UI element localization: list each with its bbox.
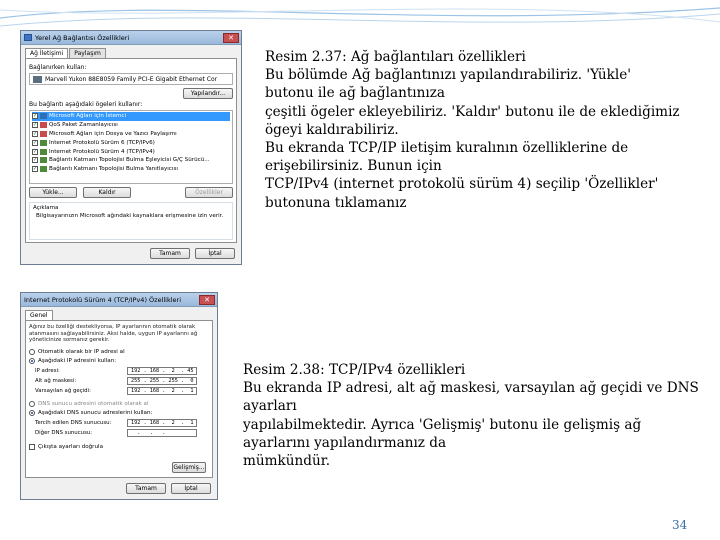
list-item[interactable] — [32, 138, 230, 147]
protocol-icon — [40, 157, 47, 163]
alternate-dns-field[interactable]: . . . — [127, 429, 197, 437]
network-icon — [24, 34, 32, 41]
connect-using-label: Bağlanırken kullan: — [29, 64, 87, 71]
checkbox[interactable]: ✓ — [33, 166, 38, 173]
checkbox[interactable]: ✓ — [33, 122, 38, 129]
protocol-icon — [40, 149, 47, 155]
list-item[interactable] — [32, 156, 230, 165]
protocol-icon — [40, 140, 47, 146]
uninstall-button[interactable]: Kaldır — [83, 187, 131, 198]
text-line: Bu ekranda IP adresi, alt ağ maskesi, varsayılan ağ geçidi ve DNS — [243, 380, 699, 397]
radio-label: Aşağıdaki DNS sunucu adreslerini kullan: — [38, 410, 153, 417]
description-text: Bilgisayarınızın Microsoft ağındaki kaynaklara erişmesine izin verir. — [36, 213, 224, 219]
text-line: ayarları — [243, 398, 297, 415]
intro-text: Ağınız bu özelliği destekliyorsa, IP ayarlarının otomatik olarak atanmasını sağlayabilirsiniz. Aksi halde, uygun IP ayarlarını ağ yöneticinize sormanız gerekir. — [29, 324, 198, 344]
checkbox[interactable]: ✓ — [33, 113, 38, 120]
close-button[interactable]: ✕ — [223, 33, 239, 43]
text-line: ayarlarını yapılandırmanız da — [243, 434, 447, 451]
protocol-icon — [40, 166, 47, 172]
gateway-label: Varsayılan ağ geçidi: — [35, 387, 91, 394]
manual-ip-radio[interactable] — [29, 357, 209, 366]
list-item-label: Internet Protokolü Sürüm 4 (TCP/IPv4) — [49, 148, 155, 155]
description-group — [29, 202, 233, 240]
network-card-icon — [33, 76, 42, 83]
ip-label: IP adresi: — [35, 367, 60, 374]
default-gateway-field[interactable]: 192 . 168 . 2 . 1 — [127, 387, 197, 395]
list-item[interactable] — [32, 147, 230, 156]
radio-label: Otomatik olarak bir IP adresi al — [38, 349, 125, 356]
radio-label: Aşağıdaki IP adresini kullan: — [38, 358, 117, 365]
checkbox[interactable]: ✓ — [33, 139, 38, 146]
text-line: ögeyi kaldırabiliriz. — [265, 121, 399, 138]
list-item-label: Microsoft Ağları için İstemci — [49, 113, 127, 120]
preferred-dns-label: Tercih edilen DNS sunucusu: — [35, 419, 112, 426]
text-line: mümkündür. — [243, 453, 331, 470]
figure-caption: Resim 2.38: TCP/IPv4 özellikleri — [243, 362, 466, 378]
section-2-text — [243, 361, 699, 470]
text-line: butonu ile ağ bağlantınıza — [265, 85, 446, 102]
figure-caption: Resim 2.37: Ağ bağlantıları özellikleri — [265, 49, 526, 65]
validate-checkbox-row[interactable] — [29, 444, 209, 450]
items-label: Bu bağlantı aşağıdaki ögeleri kullanır: — [29, 101, 143, 108]
checkbox[interactable]: ✓ — [33, 148, 38, 155]
radio-button[interactable] — [29, 401, 35, 407]
list-item-label: Bağlantı Katmanı Topolojisi Bulma Eşleyicisi G/Ç Sürücü... — [49, 157, 210, 164]
ok-button[interactable]: Tamam — [150, 248, 190, 259]
lan-properties-dialog — [20, 30, 242, 265]
auto-dns-radio[interactable] — [29, 400, 209, 409]
list-item-label: Bağlantı Katmanı Topolojisi Bulma Yanıtlayıcısı — [49, 166, 178, 173]
list-item[interactable] — [32, 165, 230, 174]
configure-button[interactable]: Yapılandır... — [183, 88, 233, 99]
text-line: TCP/IPv4 (internet protokolü sürüm 4) seçilip 'Özellikler' — [265, 176, 659, 193]
text-line: Bu bölümde Ağ bağlantınızı yapılandırabiliriz. 'Yükle' — [265, 67, 632, 84]
list-item[interactable] — [32, 130, 230, 139]
list-item-label: QoS Paket Zamanlayıcısı — [49, 122, 118, 129]
dialog-title: Internet Protokolü Sürüm 4 (TCP/IPv4) Özellikleri — [24, 295, 182, 304]
component-list[interactable] — [29, 110, 233, 184]
adapter-field — [29, 73, 233, 85]
text-line: butonuna tıklamanız — [265, 194, 407, 211]
list-item-label: Microsoft Ağları için Dosya ve Yazıcı Paylaşımı — [49, 130, 177, 137]
install-button[interactable]: Yükle... — [29, 187, 77, 198]
checkbox[interactable]: ✓ — [33, 157, 38, 164]
ok-button[interactable]: Tamam — [126, 483, 166, 494]
subnet-label: Alt ağ maskesi: — [35, 377, 77, 384]
preferred-dns-field[interactable]: 192 . 168 . 2 . 1 — [127, 419, 197, 427]
tab-sharing[interactable]: Paylaşım — [69, 48, 106, 58]
page-number: 34 — [672, 518, 688, 532]
networking-panel — [25, 58, 237, 243]
tab-networking[interactable]: Ağ İletişimi — [25, 48, 68, 58]
checkbox[interactable] — [29, 444, 35, 450]
dialog-title-bar[interactable] — [21, 293, 217, 307]
general-panel — [25, 320, 213, 478]
tab-general[interactable]: Genel — [25, 310, 53, 320]
properties-button[interactable]: Özellikler — [185, 187, 233, 198]
client-icon — [40, 113, 47, 119]
alternate-dns-label: Diğer DNS sunucusu: — [35, 429, 93, 436]
manual-dns-radio[interactable] — [29, 409, 209, 418]
list-item-label: Internet Protokolü Sürüm 6 (TCP/IPv6) — [49, 139, 155, 146]
service-icon — [40, 122, 47, 128]
adapter-name: Marvell Yukon 88E8059 Family PCI-E Gigabit Ethernet Cor — [45, 75, 218, 83]
tcpip-properties-dialog — [20, 292, 218, 500]
ip-address-field[interactable]: 192 . 168 . 2 . 45 — [127, 367, 197, 375]
radio-button[interactable] — [29, 349, 35, 355]
radio-button[interactable] — [29, 410, 35, 416]
text-line: Bu ekranda TCP/IP iletişim kuralının özelliklerine de — [265, 140, 629, 157]
auto-ip-radio[interactable] — [29, 348, 209, 357]
section-1-text — [265, 48, 680, 212]
checkbox[interactable]: ✓ — [33, 130, 38, 137]
dialog-title: Yerel Ağ Bağlantısı Özellikleri — [35, 33, 130, 42]
cancel-button[interactable]: İptal — [195, 248, 235, 259]
list-item[interactable] — [32, 121, 230, 130]
service-icon — [40, 131, 47, 137]
radio-button[interactable] — [29, 358, 35, 364]
description-label: Açıklama — [33, 205, 59, 211]
text-line: yapılabilmektedir. Ayrıca 'Gelişmiş' butonu ile gelişmiş ağ — [243, 416, 642, 433]
text-line: erişebilirsiniz. Bunun için — [265, 158, 442, 175]
radio-label: DNS sunucu adresini otomatik olarak al — [38, 401, 149, 408]
advanced-button[interactable]: Gelişmiş... — [173, 464, 205, 471]
checkbox-label: Çıkışta ayarları doğrula — [38, 443, 103, 450]
text-line: çeşitli ögeler ekleyebiliriz. 'Kaldır' butonu ile de eklediğimiz — [265, 103, 680, 120]
cancel-button[interactable]: İptal — [171, 483, 211, 494]
list-item[interactable] — [32, 112, 230, 121]
subnet-mask-field[interactable]: 255 . 255 . 255 . 0 — [127, 377, 197, 385]
close-button[interactable]: ✕ — [199, 295, 215, 305]
dialog-title-bar[interactable] — [21, 31, 241, 45]
